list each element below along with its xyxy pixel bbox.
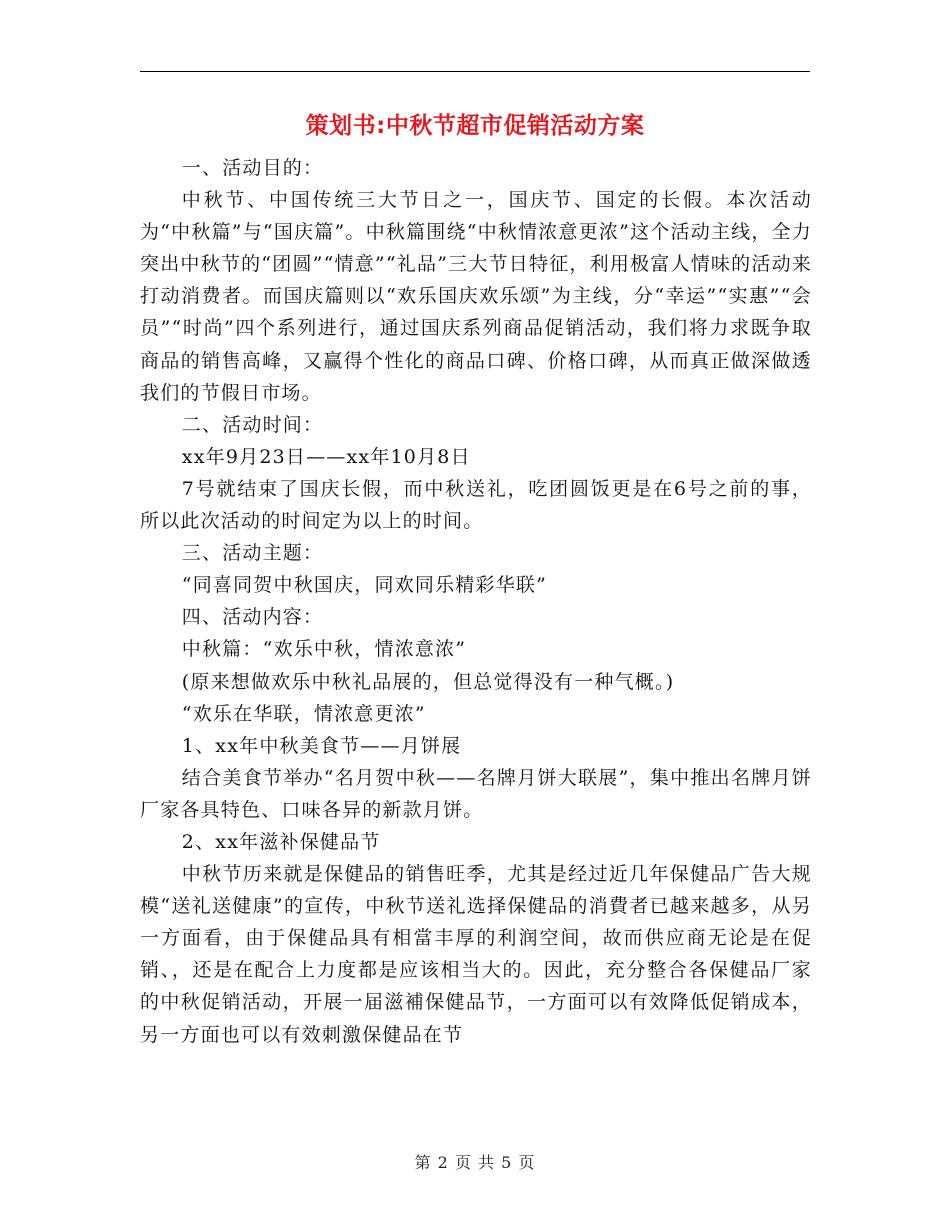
subheading-food-festival: 1、xx年中秋美食节——月饼展 [181,734,462,757]
paragraph-theme: “同喜同贺中秋国庆，同欢同乐精彩华联” [181,574,548,597]
document-body [140,152,812,1051]
paragraph-slogan: “欢乐在华联，情浓意更浓” [181,702,426,725]
heading-time: 二、活动时间： [181,413,324,436]
heading-content: 四、活动内容： [181,606,324,629]
subheading-health-festival: 2、xx年滋补保健品节 [181,830,381,853]
paragraph-mid-autumn-title: 中秋篇：“欢乐中秋，情浓意浓” [181,638,467,661]
paragraph-date-range: xx年9月23日——xx年10月8日 [181,445,471,468]
paragraph-food-festival: 结合美食节举办“名月贺中秋——名牌月饼大联展”，集中推出名牌月饼厂家各具特色、口味各异的新款月饼。 [140,766,812,821]
paragraph-purpose: 中秋节、中国传统三大节日之一，国庆节、国定的长假。本次活动为“中秋篇”与“国庆篇”。中秋篇围绕“中秋情浓意更浓”这个活动主线，全力突出中秋节的“团圆”“情意”“礼品”三大节日特征，利用极富人情味的活动来打动消费者。而国庆篇则以“欢乐国庆欢乐颂”为主线，分“幸运”“实惠”“会员”“时尚”四个系列进行，通过国庆系列商品促销活动，我们将力求既争取商品的销售高峰，又赢得个性化的商品口碑、价格口碑，从而真正做深做透我们的节假日市场。 [140,189,812,404]
heading-theme: 三、活动主题： [181,542,324,565]
page-footer: 第 2 页 共 5 页 [414,1153,536,1172]
heading-purpose: 一、活动目的： [181,157,324,179]
paragraph-health-festival: 中秋节历来就是保健品的销售旺季，尤其是经过近几年保健品广告大规模“送礼送健康”的宣传，中秋节送礼选择保健品的消費者已越来越多，从另一方面看，由于保健品具有相當丰厚的利润空间，故而供应商无论是在促销、，还是在配合上力度都是应该相当大的。因此，充分整合各保健品厂家的中秋促销活动，开展一届滋補保健品节，一方面可以有效降低促销成本，另一方面也可以有效刺激保健品在节 [140,863,812,1046]
header-rule [140,71,810,72]
paragraph-time-reason: 7号就结束了国庆长假，而中秋送礼，吃团圆饭更是在6号之前的事，所以此次活动的时间定为以上的时间。 [140,477,812,533]
document-title: 策划书:中秋节超市促销活动方案 [305,113,645,139]
paragraph-note: (原来想做欢乐中秋礼品展的，但总觉得没有一种气概。) [181,670,675,693]
